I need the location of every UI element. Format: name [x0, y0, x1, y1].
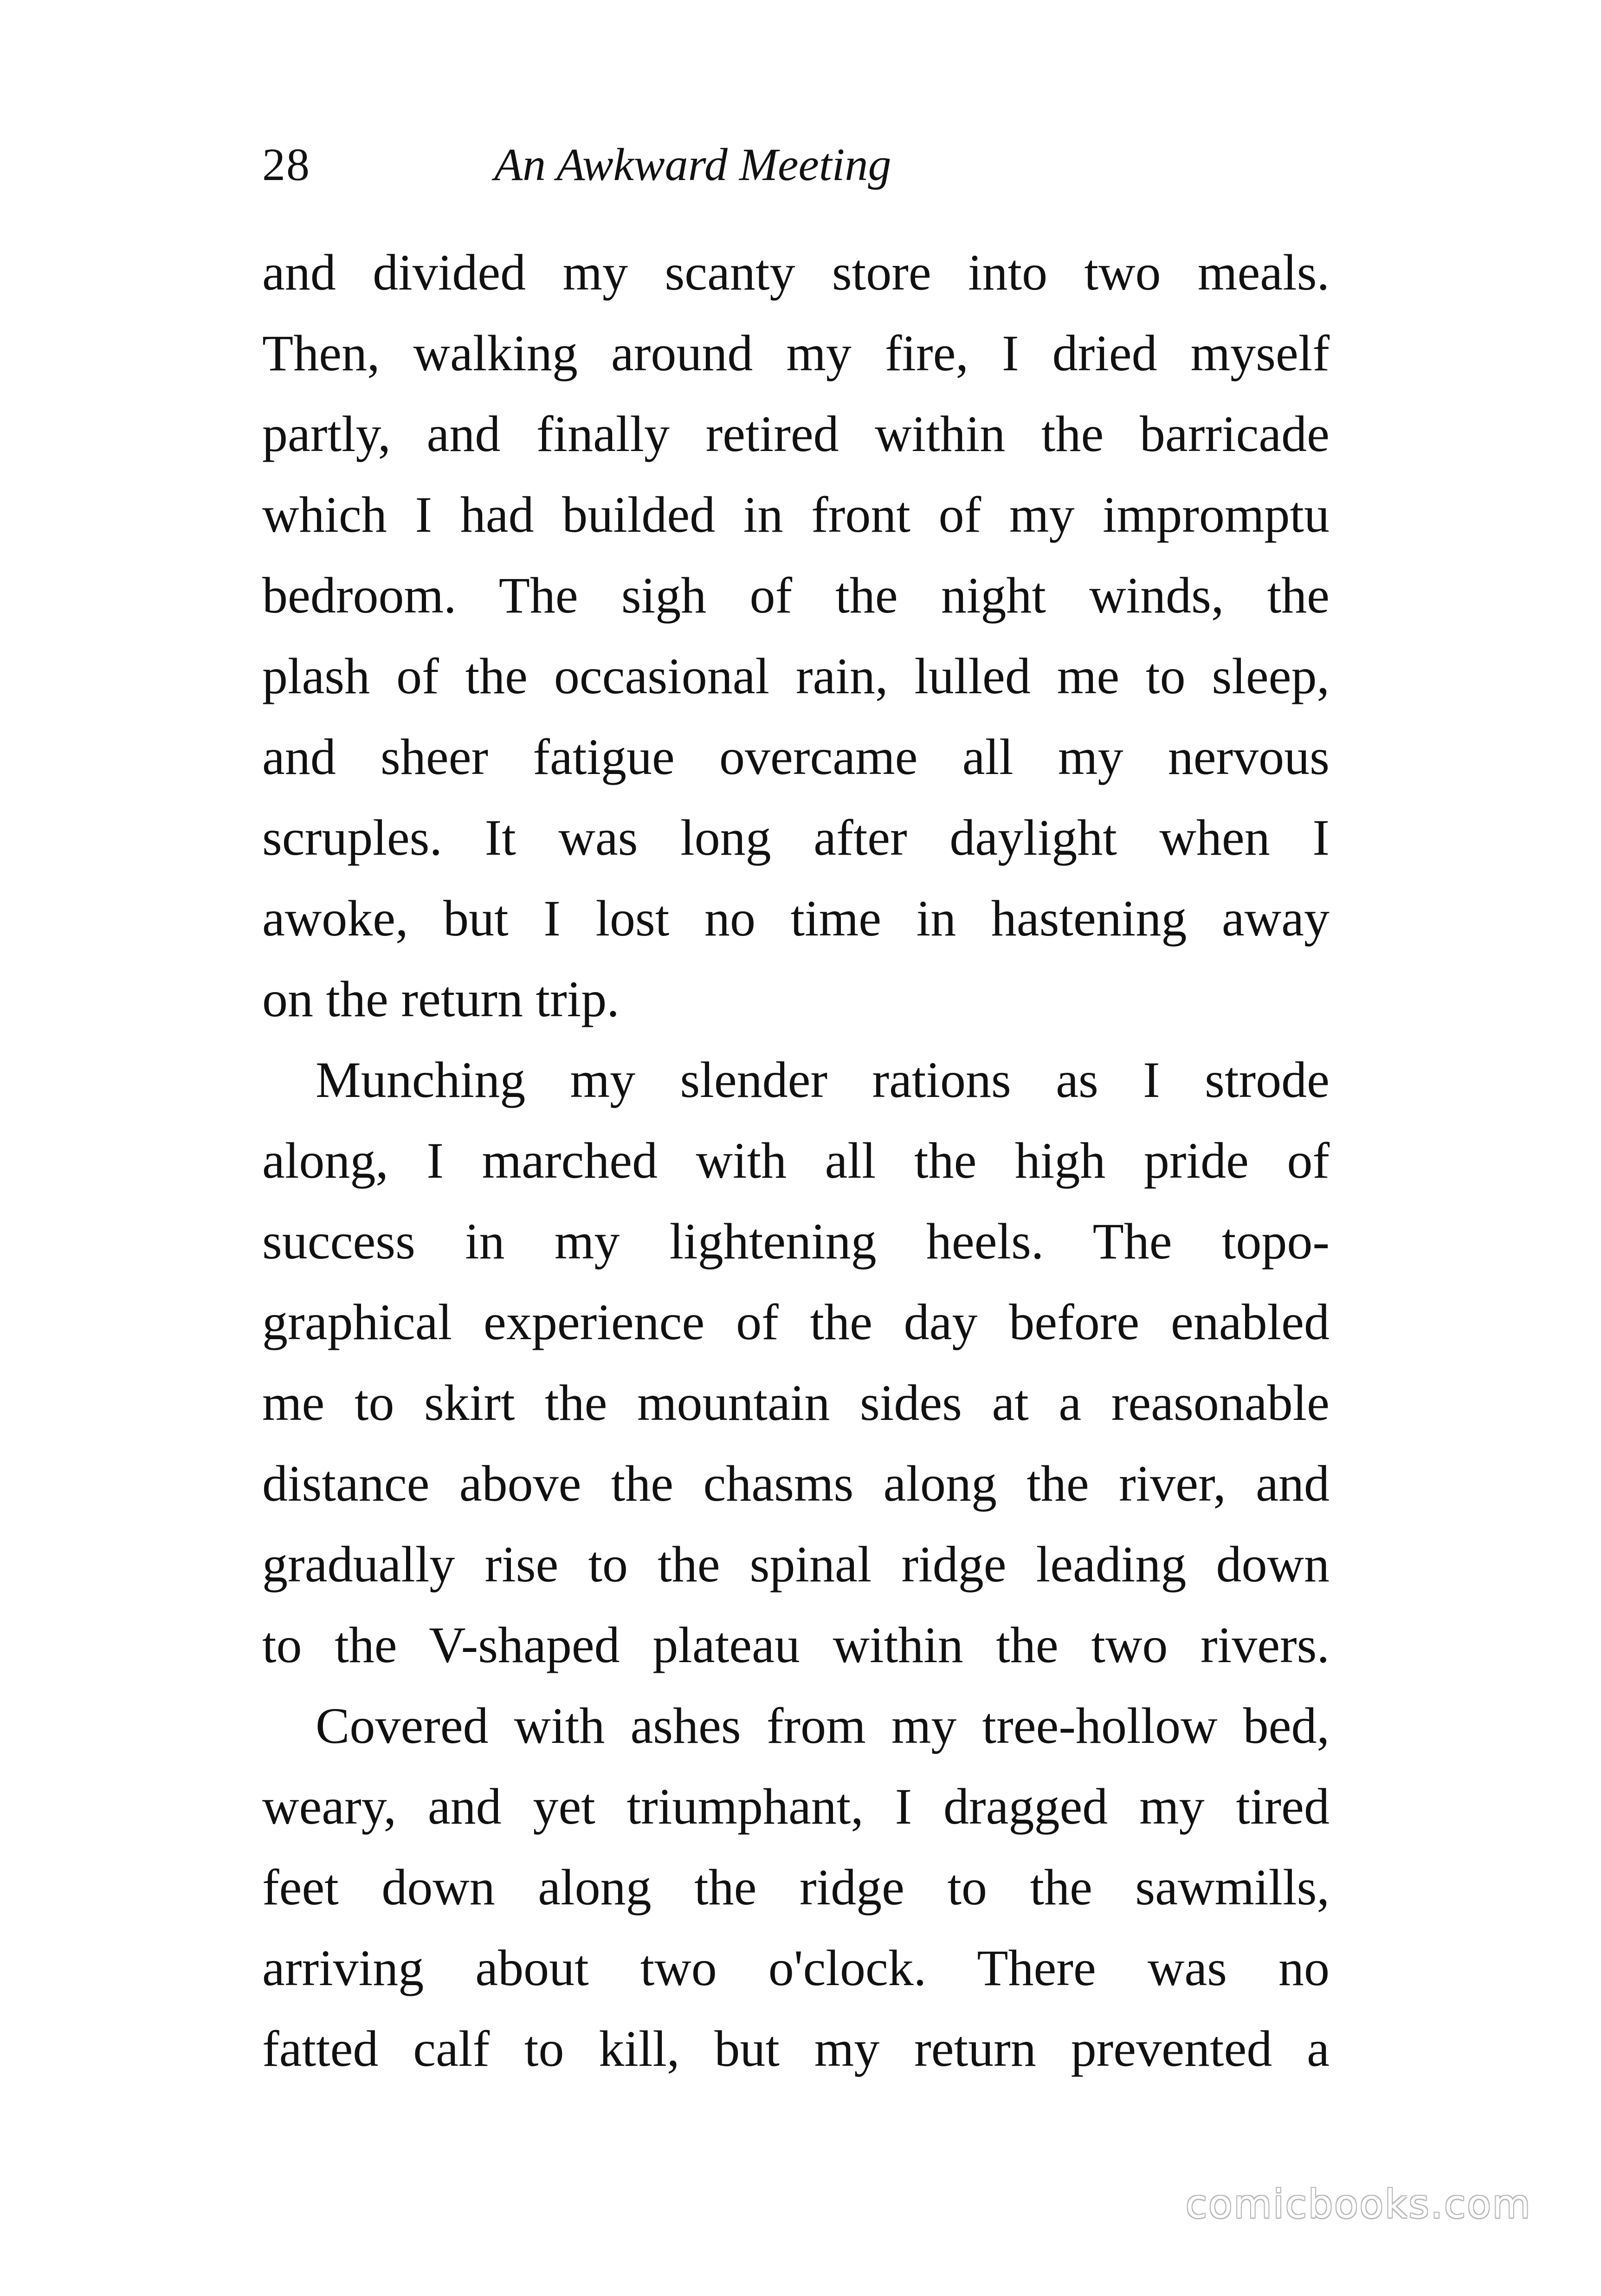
text-line: which I had builded in front of my impromptu [262, 486, 1330, 543]
text-line: and divided my scanty store into two meals. [262, 244, 1330, 301]
page-number: 28 [262, 139, 310, 190]
text-line: Then, walking around my fire, I dried myself [262, 325, 1330, 381]
text-line: me to skirt the mountain sides at a reasonable [262, 1374, 1330, 1431]
text-line: Covered with ashes from my tree-hollow bed, [316, 1697, 1330, 1754]
text-line: distance above the chasms along the river, and [262, 1455, 1330, 1512]
text-line: fatted calf to kill, but my return prevented a [262, 2020, 1330, 2077]
text-line: awoke, but I lost no time in hastening away [262, 890, 1330, 947]
text-line: to the V-shaped plateau within the two rivers. [262, 1617, 1330, 1673]
text-line: scruples. It was long after daylight when I [262, 809, 1330, 866]
running-head [262, 135, 1330, 195]
text-line: gradually rise to the spinal ridge leading down [262, 1536, 1330, 1593]
text-line: bedroom. The sigh of the night winds, the [262, 567, 1330, 624]
text-line: on the return trip. [262, 971, 620, 1027]
text-line: arriving about two o'clock. There was no [262, 1940, 1330, 1996]
running-title: An Awkward Meeting [494, 139, 891, 190]
text-line: feet down along the ridge to the sawmills, [262, 1859, 1330, 1915]
text-line: partly, and finally retired within the barricade [262, 406, 1330, 462]
text-line: graphical experience of the day before enabled [262, 1294, 1330, 1350]
text-line: success in my lightening heels. The topo- [262, 1213, 1330, 1270]
text-line: plash of the occasional rain, lulled me to sleep, [262, 648, 1330, 704]
body-text [262, 232, 1330, 2089]
text-line: and sheer fatigue overcame all my nervous [262, 729, 1330, 785]
watermark: comicbooks.com [1186, 2181, 1532, 2227]
text-line: along, I marched with all the high pride of [262, 1132, 1330, 1189]
text-line: Munching my slender rations as I strode [316, 1051, 1330, 1108]
text-line: weary, and yet triumphant, I dragged my tired [262, 1778, 1330, 1835]
